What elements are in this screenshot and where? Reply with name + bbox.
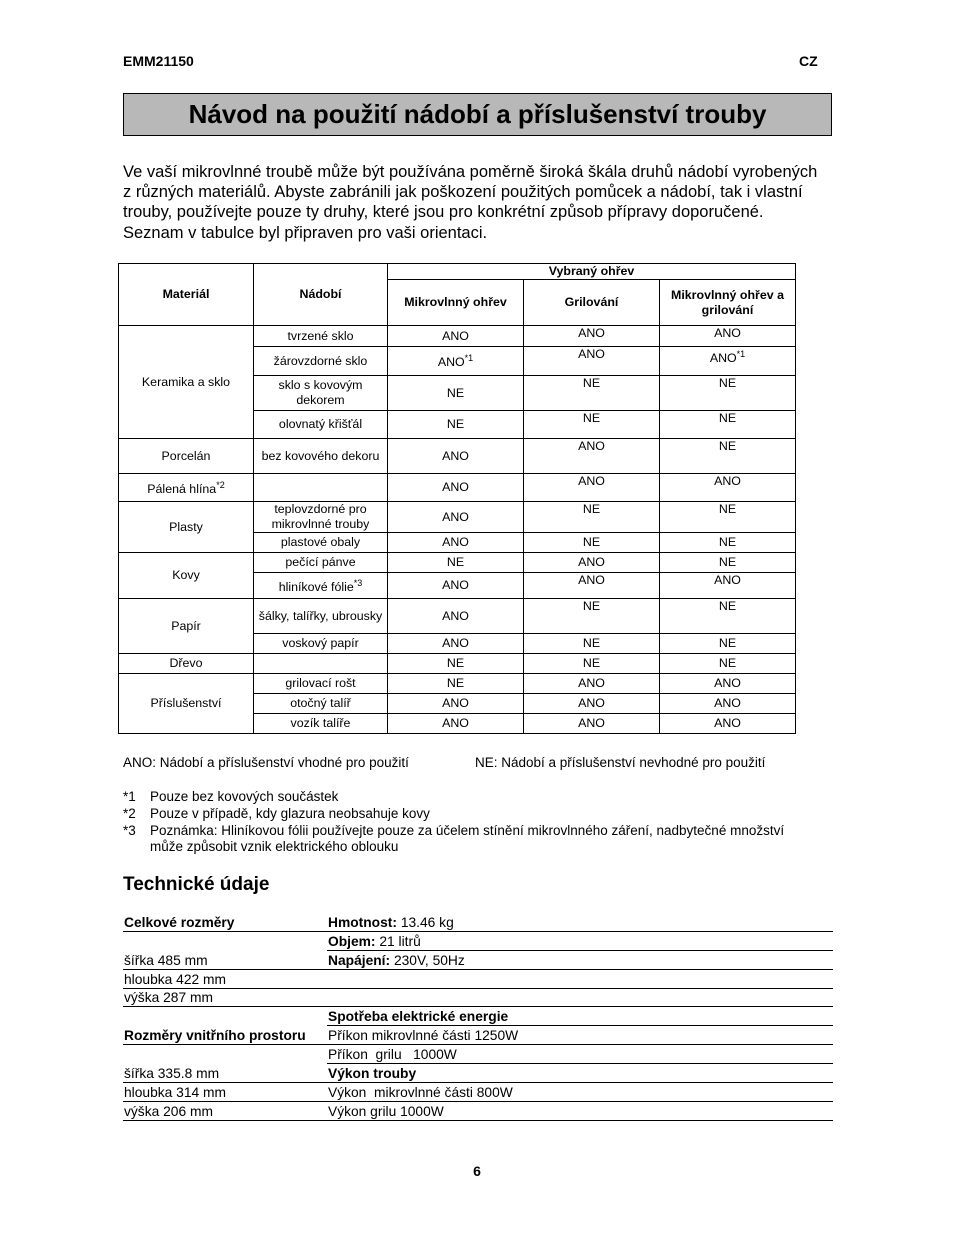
combo-cell: ANO: [660, 714, 796, 734]
dish-cell: vozík talíře: [254, 714, 388, 734]
micro-cell: NE: [388, 553, 524, 573]
grill-cell: ANO: [524, 474, 660, 502]
combo-cell: NE: [660, 439, 796, 474]
combo-cell: NE: [660, 553, 796, 573]
tech-heading: Technické údaje: [123, 874, 270, 895]
material-cell: Porcelán: [119, 439, 254, 474]
footnote: [123, 806, 800, 823]
spec-row: [123, 1101, 833, 1120]
spec-label: výška 206 mm: [123, 1101, 327, 1120]
page-title: Návod na použití nádobí a příslušenství trouby: [188, 99, 767, 129]
grill-cell: NE: [524, 411, 660, 439]
material-cell: Plasty: [119, 502, 254, 553]
micro-cell: NE: [388, 674, 524, 694]
grill-cell: ANO: [524, 347, 660, 376]
legend-yes: ANO: Nádobí a příslušenství vhodné pro použití: [123, 755, 409, 770]
combo-cell: ANO: [660, 573, 796, 599]
table-row: [119, 599, 796, 634]
col-header-dish: Nádobí: [254, 264, 388, 326]
dish-cell: voskový papír: [254, 634, 388, 654]
spec-label: Celkové rozměry: [123, 913, 327, 931]
spec-row: [123, 913, 833, 931]
micro-cell: NE: [388, 411, 524, 439]
spec-row: [123, 969, 833, 988]
combo-cell: NE: [660, 502, 796, 533]
micro-cell: ANO$^{*1}$: [388, 347, 524, 376]
spec-label: šířka 485 mm: [123, 950, 327, 969]
grill-cell: NE: [524, 502, 660, 533]
footnote-key: *1: [123, 789, 136, 804]
grill-cell: ANO: [524, 674, 660, 694]
model-code: EMM21150: [123, 53, 194, 69]
dish-cell: bez kovového dekoru: [254, 439, 388, 474]
dish-cell: pečící pánve: [254, 553, 388, 573]
spec-value: Spotřeba elektrické energie: [327, 1007, 833, 1026]
material-cell: Pálená hlína$^{*2}$: [119, 474, 254, 502]
combo-cell: NE: [660, 634, 796, 654]
col-header-combo: Mikrovlnný ohřev a grilování: [660, 280, 796, 326]
footnote-key: *3: [123, 822, 136, 838]
dish-cell: hliníkové fólie$^{*3}$: [254, 573, 388, 599]
spec-value: Výkon trouby: [327, 1064, 833, 1083]
combo-cell: NE: [660, 376, 796, 411]
micro-cell: NE: [388, 654, 524, 674]
spec-row: [123, 1083, 833, 1102]
tech-spec-table: [123, 913, 833, 1121]
footnote-key: *2: [123, 805, 136, 821]
table-row: [119, 502, 796, 533]
col-header-heating: Vybraný ohřev: [388, 264, 796, 280]
micro-cell: ANO: [388, 634, 524, 654]
dish-cell: grilovací rošt: [254, 674, 388, 694]
combo-cell: ANO: [660, 694, 796, 714]
spec-value: Výkon mikrovlnné části 800W: [327, 1083, 833, 1102]
combo-cell: ANO: [660, 474, 796, 502]
micro-cell: ANO: [388, 502, 524, 533]
table-row: [119, 439, 796, 474]
table-row: [119, 654, 796, 674]
dish-cell: tvrzené sklo: [254, 326, 388, 347]
dish-cell: [254, 654, 388, 674]
spec-label: hloubka 422 mm: [123, 969, 327, 988]
dish-cell: [254, 474, 388, 502]
combo-cell: NE: [660, 533, 796, 553]
micro-cell: ANO: [388, 599, 524, 634]
cookware-table: [118, 263, 796, 734]
spec-value: Příkon mikrovlnné části 1250W: [327, 1026, 833, 1045]
spec-row: [123, 1045, 833, 1064]
spec-label: výška 287 mm: [123, 988, 327, 1007]
combo-cell: ANO: [660, 674, 796, 694]
table-row: [119, 474, 796, 502]
spec-value: Napájení: 230V, 50Hz: [327, 950, 833, 969]
material-cell: Papír: [119, 599, 254, 654]
combo-cell: NE: [660, 411, 796, 439]
footnote: [123, 789, 800, 806]
grill-cell: ANO: [524, 326, 660, 347]
table-row: [119, 326, 796, 347]
col-header-grill: Grilování: [524, 280, 660, 326]
dish-cell: šálky, talířky, ubrousky: [254, 599, 388, 634]
combo-cell: ANO$^{*1}$: [660, 347, 796, 376]
micro-cell: ANO: [388, 326, 524, 347]
grill-cell: ANO: [524, 573, 660, 599]
micro-cell: ANO: [388, 714, 524, 734]
dish-cell: žárovzdorné sklo: [254, 347, 388, 376]
spec-row: [123, 1064, 833, 1083]
footnote: [123, 823, 800, 857]
spec-row: [123, 1026, 833, 1045]
spec-label: hloubka 314 mm: [123, 1083, 327, 1102]
spec-label: Rozměry vnitřního prostoru: [123, 1026, 327, 1045]
grill-cell: ANO: [524, 694, 660, 714]
spec-row: [123, 1007, 833, 1026]
micro-cell: ANO: [388, 439, 524, 474]
dish-cell: otočný talíř: [254, 694, 388, 714]
footnote-text: Poznámka: Hliníkovou fólii používejte pouze za účelem stínění mikrovlnného záření, nadbytečné množství může způsobit vznik elektrického oblouku: [150, 822, 785, 855]
grill-cell: NE: [524, 654, 660, 674]
title-banner: [123, 93, 832, 136]
grill-cell: NE: [524, 599, 660, 634]
grill-cell: ANO: [524, 439, 660, 474]
language-code: CZ: [799, 53, 818, 69]
legend-no: NE: Nádobí a příslušenství nevhodné pro použití: [475, 755, 766, 770]
footnotes: [123, 789, 800, 856]
spec-row: [123, 931, 833, 950]
dish-cell: sklo s kovovým dekorem: [254, 376, 388, 411]
spec-value: Objem: 21 litrů: [327, 931, 833, 950]
col-header-material: Materiál: [119, 264, 254, 326]
micro-cell: NE: [388, 376, 524, 411]
dish-cell: olovnatý křišťál: [254, 411, 388, 439]
intro-paragraph: Ve vaší mikrovlnné troubě může být používána poměrně široká škála druhů nádobí vyrobených z různých materiálů. Abyste zabránili jak poškození použitých pomůcek a nádobí, tak i vlastní trouby, používejte pouze ty druhy, které jsou pro konkrétní způsob přípravy doporučené. Seznam v tabulce byl připraven pro vaši orientaci.: [123, 163, 818, 242]
spec-value: Příkon grilu 1000W: [327, 1045, 833, 1064]
spec-value: Výkon grilu 1000W: [327, 1101, 833, 1120]
grill-cell: NE: [524, 376, 660, 411]
table-row: [119, 553, 796, 573]
micro-cell: ANO: [388, 573, 524, 599]
grill-cell: ANO: [524, 553, 660, 573]
micro-cell: ANO: [388, 474, 524, 502]
combo-cell: ANO: [660, 326, 796, 347]
dish-cell: teplovzdorné pro mikrovlnné trouby: [254, 502, 388, 533]
spec-label: šířka 335.8 mm: [123, 1064, 327, 1083]
footnote-text: Pouze bez kovových součástek: [150, 789, 339, 804]
grill-cell: ANO: [524, 714, 660, 734]
micro-cell: ANO: [388, 533, 524, 553]
material-cell: Kovy: [119, 553, 254, 599]
spec-value: Hmotnost: 13.46 kg: [327, 913, 833, 931]
combo-cell: NE: [660, 654, 796, 674]
micro-cell: ANO: [388, 694, 524, 714]
material-cell: Příslušenství: [119, 674, 254, 734]
footnote-text: Pouze v případě, kdy glazura neobsahuje kovy: [150, 805, 430, 821]
material-cell: Keramika a sklo: [119, 326, 254, 439]
combo-cell: NE: [660, 599, 796, 634]
page-number: 6: [473, 1163, 481, 1179]
grill-cell: NE: [524, 634, 660, 654]
grill-cell: NE: [524, 533, 660, 553]
col-header-micro: Mikrovlnný ohřev: [388, 280, 524, 326]
spec-row: [123, 988, 833, 1007]
spec-row: [123, 950, 833, 969]
material-cell: Dřevo: [119, 654, 254, 674]
table-row: [119, 674, 796, 694]
dish-cell: plastové obaly: [254, 533, 388, 553]
